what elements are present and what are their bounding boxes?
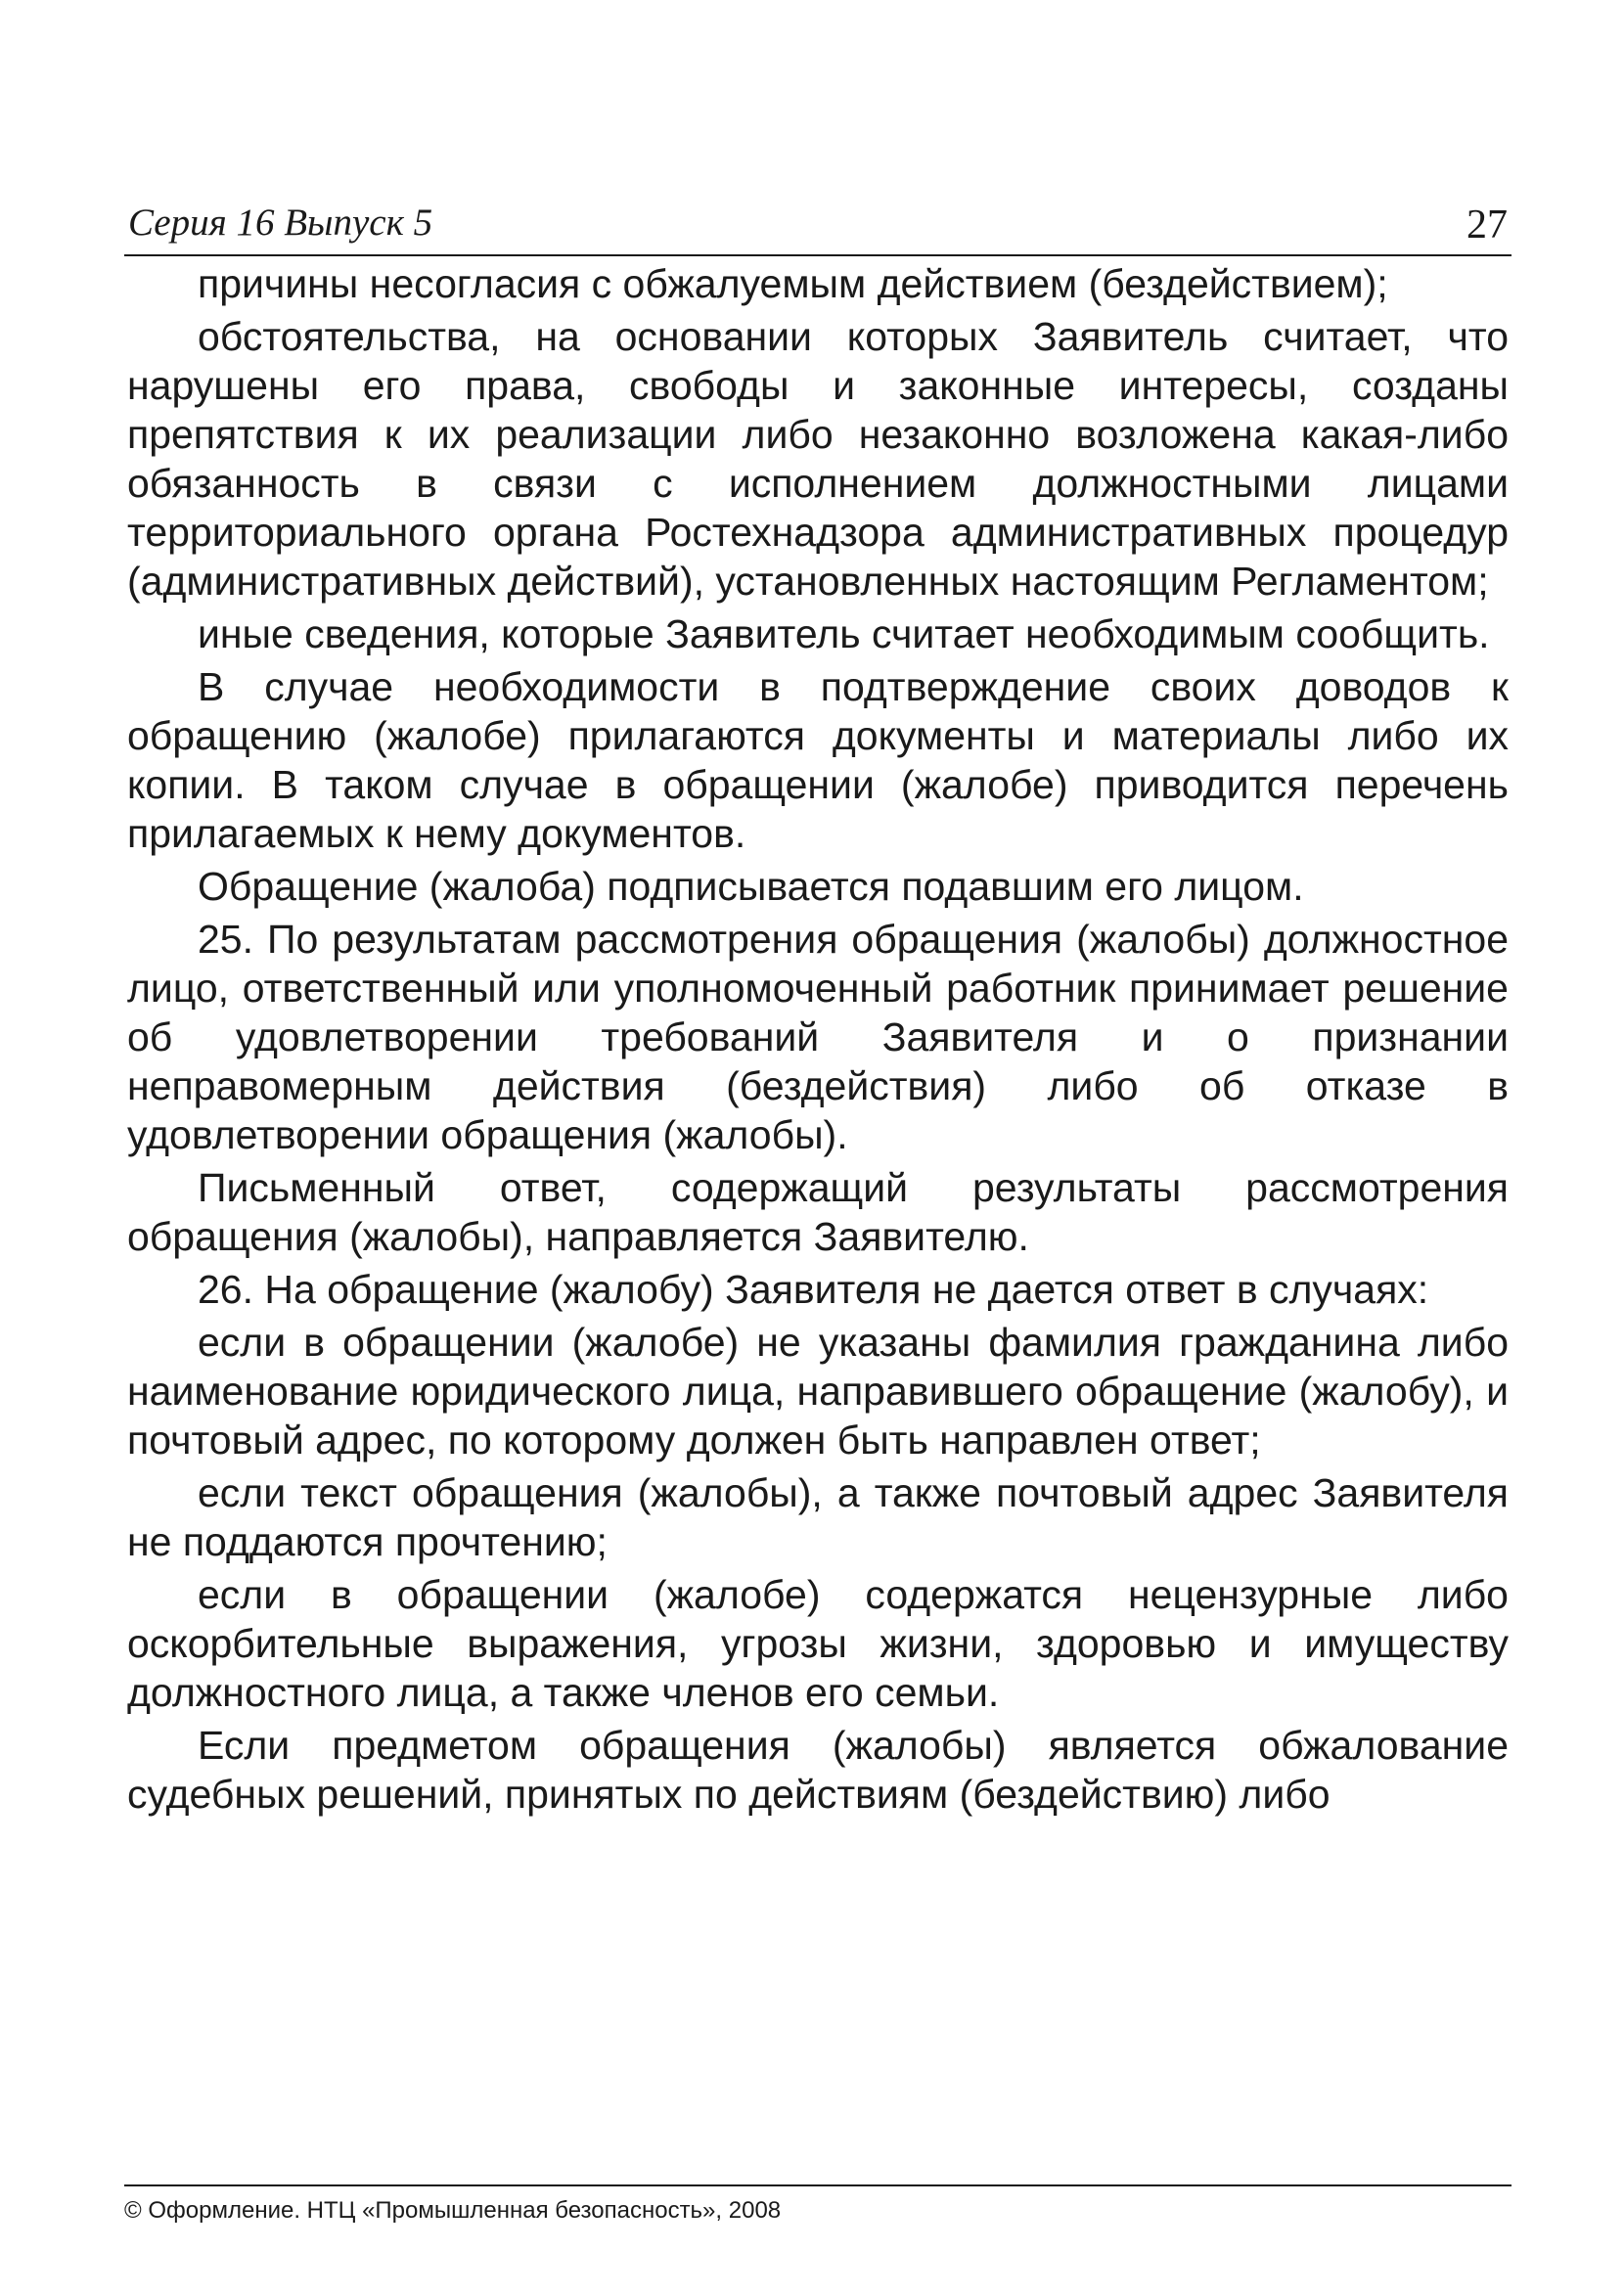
series-label: Серия 16 Выпуск 5 — [128, 202, 433, 244]
page-header — [124, 196, 1511, 256]
paragraph: 25. По результатам рассмотрения обращения (жалобы) должностное лицо, ответственный или уполномоченный работник принимает решение об удовлетворении требований Заявителя и о признании неправомерным действия (бездействия) либо об отказе в удовлетворении обращения (жалобы). — [127, 917, 1509, 1157]
paragraph: Обращение (жалоба) подписывается подавшим его лицом. — [198, 864, 1304, 909]
paragraph: если в обращении (жалобе) содержатся нецензурные либо оскорбительные выражения, угрозы жизни, здоровью и имуществу должностного лица, а также членов его семьи. — [127, 1572, 1509, 1715]
paragraph: иные сведения, которые Заявитель считает необходимым сообщить. — [198, 611, 1490, 656]
body-text — [127, 259, 1509, 1823]
page-footer — [124, 2184, 1511, 2226]
paragraph: если текст обращения (жалобы), а также почтовый адрес Заявителя не поддаются прочтению; — [127, 1470, 1509, 1564]
page-number: 27 — [1466, 203, 1508, 248]
paragraph: обстоятельства, на основании которых Заявитель считает, что нарушены его права, свободы и законные интересы, созданы препятствия к их реализации либо незаконно возложена какая-либо обязанность в связи с исполнением должностными лицами территориального органа Ростехнадзора административных процедур (административных действий), установленных настоящим Регламентом; — [127, 314, 1509, 604]
paragraph: 26. На обращение (жалобу) Заявителя не дается ответ в случаях: — [198, 1267, 1429, 1312]
paragraph: Письменный ответ, содержащий результаты рассмотрения обращения (жалобы), направляется Заявителю. — [127, 1165, 1509, 1259]
paragraph: если в обращении (жалобе) не указаны фамилия гражданина либо наименование юридического лица, направившего обращение (жалобу), и почтовый адрес, по которому должен быть направлен ответ; — [127, 1320, 1509, 1463]
copyright-notice: © Оформление. НТЦ «Промышленная безопасность», 2008 — [124, 2197, 782, 2224]
paragraph: В случае необходимости в подтверждение своих доводов к обращению (жалобе) прилагаются документы и материалы либо их копии. В таком случае в обращении (жалобе) приводится перечень прилагаемых к нему документов. — [127, 664, 1509, 856]
paragraph: Если предметом обращения (жалобы) является обжалование судебных решений, принятых по действиям (бездействию) либо — [127, 1723, 1509, 1817]
paragraph: причины несогласия с обжалуемым действием (бездействием); — [198, 261, 1388, 306]
